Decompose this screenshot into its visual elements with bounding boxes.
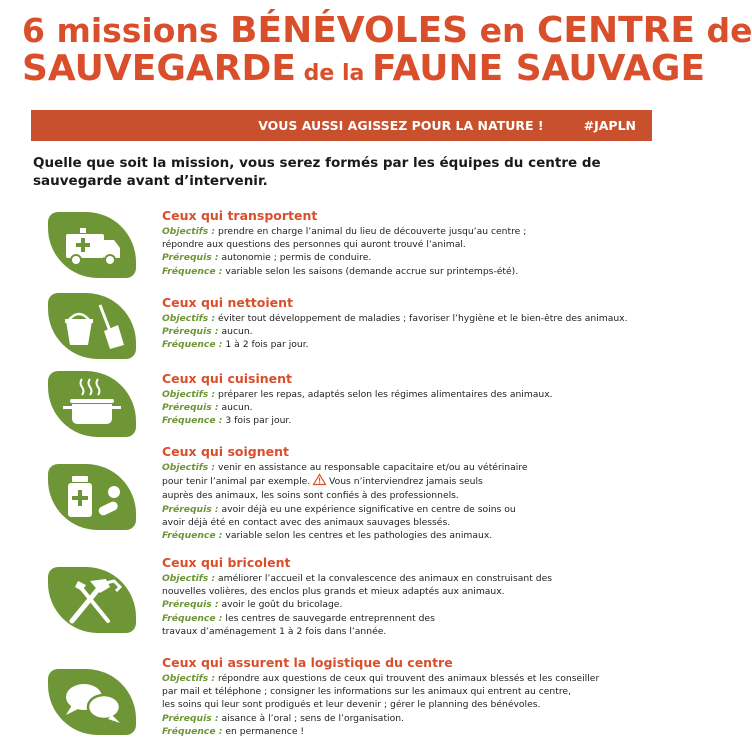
frequence-row — [162, 529, 662, 542]
title-part: FAUNE SAUVAGE — [372, 47, 706, 89]
frequence-row — [162, 414, 662, 427]
banner-hashtag: #JAPLN — [583, 118, 636, 133]
prerequis-row — [162, 712, 662, 725]
frequence-label: Fréquence : — [162, 415, 223, 427]
speech-bubbles-icon — [48, 669, 136, 735]
prerequis-row — [162, 401, 662, 414]
frequence-text: 3 fois par jour. — [225, 415, 292, 427]
prerequis-text: autonomie ; permis de conduire. — [221, 252, 372, 264]
cooking-pot-icon — [48, 371, 136, 437]
prerequis-label: Prérequis : — [162, 599, 219, 611]
objectifs-row — [162, 461, 662, 474]
title-part: SAUVEGARDE — [22, 47, 296, 89]
frequence-text: 1 à 2 fois par jour. — [225, 339, 309, 351]
objectifs-label: Objectifs : — [162, 226, 216, 237]
mission-title: Ceux qui soignent — [162, 444, 289, 459]
mission-title: Ceux qui transportent — [162, 208, 318, 223]
objectifs-row-continued: répondre aux questions des personnes qui auront trouvé l’animal. — [162, 239, 466, 251]
title-part: CENTRE — [536, 10, 695, 51]
title-part: en — [468, 11, 537, 50]
frequence-label: Fréquence : — [162, 612, 223, 624]
prerequis-label: Prérequis : — [162, 252, 219, 264]
title-part: de — [694, 11, 752, 50]
prerequis-row — [162, 251, 662, 264]
prerequis-label: Prérequis : — [162, 402, 219, 414]
intro-text: Quelle que soit la mission, vous serez formés par les équipes du centre de sauvegarde avant d’intervenir. — [33, 155, 601, 190]
objectifs-row-continued: les soins qui leur sont prodigués et leur devenir ; gérer le planning des bénévoles. — [162, 699, 541, 711]
objectifs-text: Vous n’interviendrez jamais seuls — [329, 476, 483, 488]
objectifs-row — [162, 225, 662, 238]
frequence-row-continued: travaux d’aménagement 1 à 2 fois dans l’année. — [162, 625, 387, 637]
frequence-row — [162, 265, 662, 278]
frequence-text: variable selon les centres et les pathologies des animaux. — [225, 530, 493, 542]
objectifs-text: éviter tout développement de maladies ; favoriser l’hygiène et le bien-être des animaux. — [218, 313, 628, 324]
objectifs-label: Objectifs : — [162, 462, 216, 473]
objectifs-text: venir en assistance au responsable capacitaire et/ou au vétérinaire — [218, 462, 528, 473]
mission-title: Ceux qui assurent la logistique du centre — [162, 655, 453, 670]
objectifs-row — [162, 388, 662, 401]
objectifs-label: Objectifs : — [162, 389, 216, 400]
objectifs-row — [162, 672, 662, 685]
prerequis-label: Prérequis : — [162, 712, 219, 724]
prerequis-text: avoir le goût du bricolage. — [221, 599, 343, 611]
prerequis-text: aisance à l’oral ; sens de l’organisation. — [221, 712, 404, 724]
frequence-label: Fréquence : — [162, 339, 223, 351]
banner-slogan: VOUS AUSSI AGISSEZ POUR LA NATURE ! — [258, 118, 544, 133]
prerequis-text: aucun. — [221, 402, 253, 414]
mission-title: Ceux qui nettoient — [162, 295, 293, 310]
slogan-banner — [31, 110, 652, 141]
objectifs-row — [162, 312, 662, 325]
medicine-icon — [48, 464, 136, 530]
objectifs-text: prendre en charge l’animal du lieu de découverte jusqu’au centre ; — [218, 226, 527, 237]
frequence-row — [162, 725, 662, 738]
objectifs-text: pour tenir l’animal par exemple. — [162, 476, 311, 488]
bucket-broom-icon — [48, 293, 136, 359]
title-line-1 — [22, 10, 752, 51]
prerequis-label: Prérequis : — [162, 503, 219, 515]
frequence-row — [162, 612, 662, 625]
objectifs-label: Objectifs : — [162, 673, 216, 684]
warning-icon — [313, 474, 326, 489]
frequence-label: Fréquence : — [162, 725, 223, 737]
prerequis-row — [162, 503, 662, 516]
frequence-text: variable selon les saisons (demande accrue sur printemps-été). — [225, 265, 519, 277]
objectifs-text: répondre aux questions de ceux qui trouvent des animaux blessés et les conseiller — [218, 673, 600, 684]
title-part: 6 missions — [22, 11, 231, 50]
title-part: de la — [295, 60, 373, 86]
mission-title: Ceux qui cuisinent — [162, 371, 293, 386]
objectifs-row-continued: auprès des animaux, les soins sont confiés à des professionnels. — [162, 490, 459, 502]
title-part: BÉNÉVOLES — [230, 10, 469, 51]
prerequis-row-continued: avoir déjà été en contact avec des animaux sauvages blessés. — [162, 516, 451, 528]
prerequis-text: aucun. — [221, 326, 253, 338]
objectifs-row — [162, 572, 662, 585]
objectifs-text: préparer les repas, adaptés selon les régimes alimentaires des animaux. — [218, 389, 553, 400]
objectifs-row-continued: nouvelles volières, des enclos plus grands et mieux adaptés aux animaux. — [162, 586, 505, 598]
poster-title — [22, 10, 752, 89]
objectifs-label: Objectifs : — [162, 573, 216, 584]
frequence-row — [162, 338, 662, 351]
prerequis-text: avoir déjà eu une expérience significative en centre de soins ou — [221, 503, 516, 515]
title-line-2 — [22, 47, 706, 89]
frequence-label: Fréquence : — [162, 265, 223, 277]
mission-title: Ceux qui bricolent — [162, 555, 291, 570]
frequence-text: les centres de sauvegarde entreprennent des — [225, 612, 435, 624]
objectifs-text: améliorer l’accueil et la convalescence des animaux en construisant des — [218, 573, 553, 584]
frequence-text: en permanence ! — [225, 725, 305, 737]
prerequis-row — [162, 325, 662, 338]
prerequis-row — [162, 598, 662, 611]
frequence-label: Fréquence : — [162, 530, 223, 542]
ambulance-icon — [48, 212, 136, 278]
objectifs-label: Objectifs : — [162, 313, 216, 324]
objectifs-row-continued: par mail et téléphone ; consigner les informations sur les animaux qui entrent au centre, — [162, 686, 571, 698]
prerequis-label: Prérequis : — [162, 326, 219, 338]
objectifs-row-continued — [162, 474, 662, 489]
hammer-tools-icon — [48, 567, 136, 633]
